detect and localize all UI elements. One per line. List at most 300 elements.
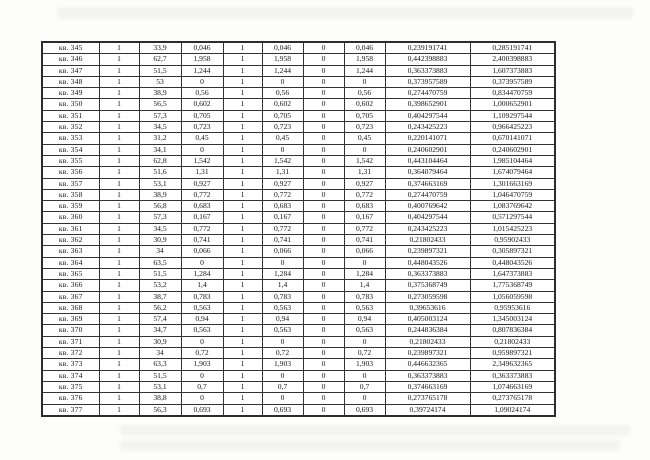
value-cell: 0,927 [181,178,223,189]
value-cell: 0,723 [344,122,385,133]
table-row [42,393,555,404]
value-cell: 1,958 [262,54,303,65]
value-cell: 1,985104464 [470,155,555,166]
value-cell: 1,31 [344,167,385,178]
table-row [42,302,555,313]
value-cell: 1 [99,201,139,212]
value-cell: 0,683 [262,201,303,212]
row-label-cell: кв. 351 [42,110,99,121]
value-cell: 0,404297544 [385,110,470,121]
table-row [42,359,555,370]
value-cell: 0 [181,370,223,381]
value-cell: 0,966425223 [470,122,555,133]
value-cell: 0 [303,122,344,133]
row-label-cell: кв. 352 [42,122,99,133]
value-cell: 0,274470759 [385,189,470,200]
value-cell: 1 [223,235,262,246]
value-cell: 1 [223,223,262,234]
value-cell: 62,7 [139,54,181,65]
value-cell: 0,442398883 [385,54,470,65]
value-cell: 1 [99,122,139,133]
value-cell: 1 [99,235,139,246]
value-cell: 1 [99,404,139,416]
value-cell: 1 [223,257,262,268]
value-cell: 0,239897321 [385,246,470,257]
value-cell: 0,448043526 [385,257,470,268]
table-row [42,268,555,279]
value-cell: 0,373957589 [470,76,555,87]
row-label-cell: кв. 359 [42,201,99,212]
value-cell: 0,273765178 [385,393,470,404]
value-cell: 0,772 [181,189,223,200]
row-label-cell: кв. 363 [42,246,99,257]
value-cell: 0,783 [344,291,385,302]
row-label-cell: кв. 361 [42,223,99,234]
value-cell: 0,72 [181,348,223,359]
value-cell: 0 [303,268,344,279]
value-cell: 1,015425223 [470,223,555,234]
value-cell: 1 [223,404,262,416]
value-cell: 0 [303,348,344,359]
table-row [42,133,555,144]
value-cell: 1 [223,76,262,87]
value-cell: 0 [303,189,344,200]
table-row [42,212,555,223]
value-cell: 0 [181,336,223,347]
value-cell: 0,167 [344,212,385,223]
value-cell: 1 [223,167,262,178]
value-cell: 0 [303,325,344,336]
row-label-cell: кв. 356 [42,167,99,178]
value-cell: 1,056059598 [470,291,555,302]
value-cell: 0,220141071 [385,133,470,144]
value-cell: 1,083769642 [470,201,555,212]
value-cell: 0,72 [344,348,385,359]
value-cell: 1,4 [181,280,223,291]
value-cell: 0,563 [181,325,223,336]
value-cell: 0 [303,88,344,99]
value-cell: 0 [181,144,223,155]
value-cell: 0,285191741 [470,42,555,54]
value-cell: 1,000652901 [470,99,555,110]
value-cell: 0,363373883 [385,370,470,381]
value-cell: 53,1 [139,381,181,392]
value-cell: 0 [303,201,344,212]
value-cell: 0,239897321 [385,348,470,359]
value-cell: 1 [223,381,262,392]
table-row [42,65,555,76]
row-label-cell: кв. 347 [42,65,99,76]
value-cell: 0,693 [262,404,303,416]
value-cell: 0,274470759 [385,88,470,99]
value-cell: 1,958 [344,54,385,65]
value-cell: 1 [223,144,262,155]
row-label-cell: кв. 369 [42,314,99,325]
table-row [42,189,555,200]
table-body [42,42,555,416]
value-cell: 0,927 [344,178,385,189]
value-cell: 1 [223,325,262,336]
value-cell: 0,374663169 [385,381,470,392]
value-cell: 0,56 [181,88,223,99]
value-cell: 1,775368749 [470,280,555,291]
value-cell: 0,374663169 [385,178,470,189]
value-cell: 38,8 [139,393,181,404]
value-cell: 1,903 [344,359,385,370]
value-cell: 1 [99,246,139,257]
value-cell: 1,647373883 [470,268,555,279]
value-cell: 1 [223,110,262,121]
value-cell: 1 [99,359,139,370]
value-cell: 1 [99,348,139,359]
scan-smudge-bottom-2 [120,440,620,451]
value-cell: 1 [223,370,262,381]
value-cell: 1,542 [344,155,385,166]
value-cell: 34,1 [139,144,181,155]
value-cell: 0,741 [181,235,223,246]
table-row [42,99,555,110]
value-cell: 0,273765178 [470,393,555,404]
value-cell: 1 [223,336,262,347]
value-cell: 0 [303,155,344,166]
value-cell: 1 [223,268,262,279]
value-cell: 1 [223,178,262,189]
value-cell: 34,7 [139,325,181,336]
value-cell: 1 [99,257,139,268]
value-cell: 0,443104464 [385,155,470,166]
value-cell: 0,741 [262,235,303,246]
value-cell: 1 [99,268,139,279]
table-row [42,235,555,246]
value-cell: 1,284 [262,268,303,279]
value-cell: 56,2 [139,302,181,313]
value-cell: 1,31 [262,167,303,178]
value-cell: 0 [303,144,344,155]
value-cell: 1 [99,133,139,144]
value-cell: 0,167 [262,212,303,223]
value-cell: 1,903 [181,359,223,370]
value-cell: 0,772 [344,189,385,200]
value-cell: 1 [99,110,139,121]
value-cell: 1,046470759 [470,189,555,200]
value-cell: 0,373957589 [385,76,470,87]
value-cell: 0,243425223 [385,223,470,234]
value-cell: 0,670141071 [470,133,555,144]
value-cell: 0,94 [262,314,303,325]
value-cell: 38,7 [139,291,181,302]
value-cell: 0 [262,336,303,347]
value-cell: 0,45 [262,133,303,144]
table-row [42,257,555,268]
value-cell: 1 [99,167,139,178]
value-cell: 0,405003124 [385,314,470,325]
row-label-cell: кв. 353 [42,133,99,144]
value-cell: 0,400769642 [385,201,470,212]
value-cell: 1 [223,201,262,212]
value-cell: 0,046 [262,42,303,54]
value-cell: 0,45 [344,133,385,144]
row-label-cell: кв. 362 [42,235,99,246]
value-cell: 0,705 [181,110,223,121]
value-cell: 0,398652901 [385,99,470,110]
value-cell: 0,7 [262,381,303,392]
value-cell: 1,4 [262,280,303,291]
value-cell: 0,602 [344,99,385,110]
value-cell: 0,95902433 [470,235,555,246]
value-cell: 1 [99,280,139,291]
value-cell: 0 [303,223,344,234]
value-cell: 0,39653616 [385,302,470,313]
value-cell: 53,2 [139,280,181,291]
value-cell: 1 [99,65,139,76]
value-cell: 0,834470759 [470,88,555,99]
table-row [42,291,555,302]
table-row [42,122,555,133]
value-cell: 0,243425223 [385,122,470,133]
table-row [42,155,555,166]
value-cell: 0,364079464 [385,167,470,178]
value-cell: 34 [139,246,181,257]
value-cell: 0,563 [262,325,303,336]
table-row [42,381,555,392]
value-cell: 0 [262,393,303,404]
value-cell: 1 [99,336,139,347]
value-cell: 1 [223,246,262,257]
value-cell: 0,066 [181,246,223,257]
value-cell: 1 [223,133,262,144]
value-cell: 53 [139,76,181,87]
value-cell: 0,94 [181,314,223,325]
value-cell: 0,21802433 [470,336,555,347]
table-row [42,314,555,325]
value-cell: 1 [223,291,262,302]
table-row [42,54,555,65]
value-cell: 1 [99,42,139,54]
value-cell: 0,066 [344,246,385,257]
value-cell: 0,305897321 [470,246,555,257]
value-cell: 0 [344,144,385,155]
value-cell: 1 [223,393,262,404]
table-row [42,178,555,189]
row-label-cell: кв. 350 [42,99,99,110]
value-cell: 0 [303,280,344,291]
value-cell: 0,375368749 [385,280,470,291]
value-cell: 56,8 [139,201,181,212]
row-label-cell: кв. 349 [42,88,99,99]
value-cell: 0,563 [262,302,303,313]
scan-smudge-bottom-1 [120,425,630,436]
value-cell: 0,772 [262,189,303,200]
value-cell: 0 [262,257,303,268]
table-row [42,223,555,234]
value-cell: 0,363373883 [470,370,555,381]
value-cell: 1 [99,223,139,234]
table-row [42,76,555,87]
value-cell: 0 [303,133,344,144]
value-cell: 0,167 [181,212,223,223]
value-cell: 1,674079464 [470,167,555,178]
table-row [42,370,555,381]
row-label-cell: кв. 355 [42,155,99,166]
value-cell: 0 [303,42,344,54]
value-cell: 62,8 [139,155,181,166]
row-label-cell: кв. 360 [42,212,99,223]
value-cell: 1 [223,212,262,223]
value-cell: 57,3 [139,212,181,223]
value-cell: 63,5 [139,257,181,268]
value-cell: 1,4 [344,280,385,291]
value-cell: 33,9 [139,42,181,54]
value-cell: 1 [99,144,139,155]
value-cell: 0 [303,99,344,110]
value-cell: 0 [303,359,344,370]
value-cell: 0,705 [344,110,385,121]
table-row [42,280,555,291]
value-cell: 0,602 [181,99,223,110]
value-cell: 1 [223,359,262,370]
value-cell: 1 [223,314,262,325]
row-label-cell: кв. 354 [42,144,99,155]
row-label-cell: кв. 348 [42,76,99,87]
value-cell: 1 [99,381,139,392]
value-cell: 1,244 [344,65,385,76]
table-row [42,42,555,54]
table-row [42,144,555,155]
value-cell: 0,602 [262,99,303,110]
value-cell: 0 [262,144,303,155]
value-cell: 2,349632365 [470,359,555,370]
value-cell: 1 [99,291,139,302]
value-cell: 63,3 [139,359,181,370]
value-cell: 0,45 [181,133,223,144]
value-cell: 0,363373883 [385,268,470,279]
value-cell: 0,72 [262,348,303,359]
value-cell: 1 [223,302,262,313]
value-cell: 0,448043526 [470,257,555,268]
value-cell: 0 [303,76,344,87]
row-label-cell: кв. 373 [42,359,99,370]
value-cell: 53,1 [139,178,181,189]
value-cell: 0 [303,291,344,302]
value-cell: 0 [303,246,344,257]
value-cell: 1 [99,370,139,381]
value-cell: 0,723 [181,122,223,133]
value-cell: 51,6 [139,167,181,178]
value-cell: 0,693 [181,404,223,416]
value-cell: 0,571297544 [470,212,555,223]
value-cell: 1,109297544 [470,110,555,121]
value-cell: 57,4 [139,314,181,325]
value-cell: 1 [223,88,262,99]
value-cell: 1,074663169 [470,381,555,392]
value-cell: 0,239191741 [385,42,470,54]
value-cell: 0 [303,65,344,76]
value-cell: 0 [262,370,303,381]
row-label-cell: кв. 367 [42,291,99,302]
row-label-cell: кв. 358 [42,189,99,200]
apartment-values-table [41,41,556,417]
value-cell: 0,7 [181,381,223,392]
value-cell: 30,9 [139,336,181,347]
value-cell: 1 [223,155,262,166]
row-label-cell: кв. 372 [42,348,99,359]
value-cell: 0,7 [344,381,385,392]
value-cell: 0,723 [262,122,303,133]
value-cell: 0,563 [344,325,385,336]
table-row [42,167,555,178]
value-cell: 1 [99,178,139,189]
value-cell: 0 [303,167,344,178]
value-cell: 0 [303,370,344,381]
value-cell: 31,2 [139,133,181,144]
value-cell: 0 [303,178,344,189]
value-cell: 0,783 [181,291,223,302]
value-cell: 0,683 [181,201,223,212]
row-label-cell: кв. 374 [42,370,99,381]
value-cell: 0,563 [181,302,223,313]
value-cell: 0,446632365 [385,359,470,370]
table-row [42,336,555,347]
value-cell: 34,5 [139,122,181,133]
row-label-cell: кв. 365 [42,268,99,279]
value-cell: 1,284 [181,268,223,279]
value-cell: 0,959897321 [470,348,555,359]
value-cell: 0 [303,393,344,404]
value-cell: 51,5 [139,65,181,76]
value-cell: 0 [344,257,385,268]
value-cell: 1 [223,122,262,133]
value-cell: 0 [303,54,344,65]
value-cell: 1 [223,280,262,291]
value-cell: 1 [99,76,139,87]
value-cell: 34,5 [139,223,181,234]
value-cell: 38,9 [139,189,181,200]
value-cell: 0,741 [344,235,385,246]
table-row [42,325,555,336]
value-cell: 1,301663169 [470,178,555,189]
value-cell: 34 [139,348,181,359]
value-cell: 0,21802433 [385,336,470,347]
value-cell: 0,927 [262,178,303,189]
value-cell: 0 [181,257,223,268]
value-cell: 0,404297544 [385,212,470,223]
value-cell: 0 [181,76,223,87]
value-cell: 0 [303,381,344,392]
value-cell: 0 [262,76,303,87]
value-cell: 0 [344,336,385,347]
value-cell: 0,94 [344,314,385,325]
value-cell: 1 [99,54,139,65]
row-label-cell: кв. 345 [42,42,99,54]
value-cell: 1 [99,99,139,110]
table-row [42,110,555,121]
value-cell: 1,09024174 [470,404,555,416]
value-cell: 1 [223,348,262,359]
value-cell: 1,542 [181,155,223,166]
value-cell: 0,240602901 [385,144,470,155]
value-cell: 0 [303,257,344,268]
row-label-cell: кв. 371 [42,336,99,347]
value-cell: 1 [99,325,139,336]
value-cell: 0 [303,336,344,347]
value-cell: 51,5 [139,370,181,381]
value-cell: 1 [223,65,262,76]
table-row [42,404,555,416]
value-cell: 1,903 [262,359,303,370]
value-cell: 0 [303,110,344,121]
row-label-cell: кв. 377 [42,404,99,416]
value-cell: 1 [99,189,139,200]
